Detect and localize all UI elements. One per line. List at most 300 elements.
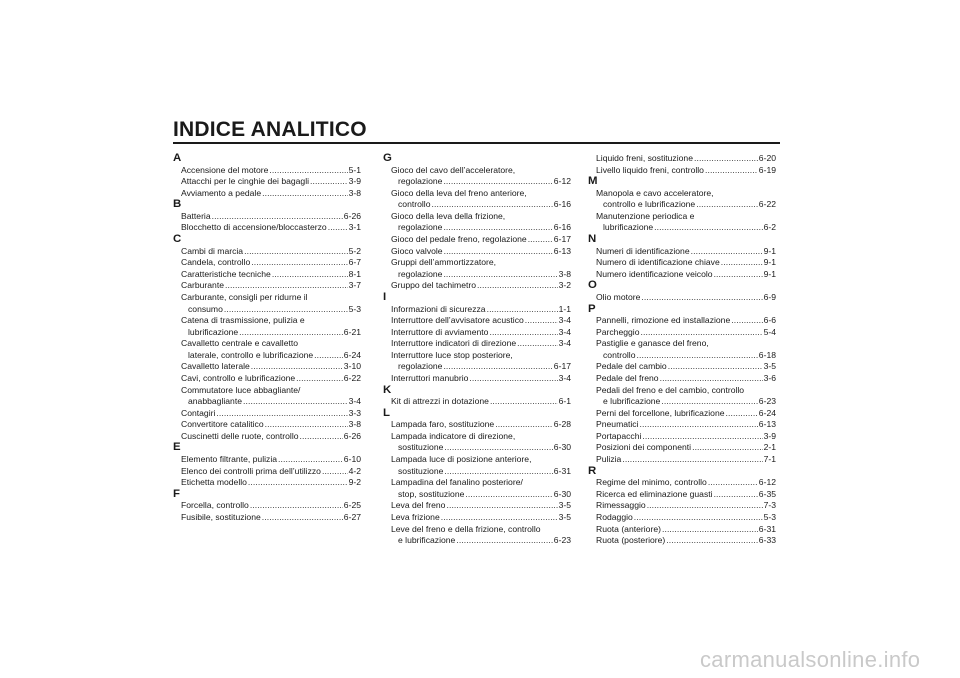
index-entry-text: Interruttore indicatori di direzione <box>391 338 517 349</box>
index-entry <box>383 246 571 258</box>
index-page-number: 3-4 <box>558 338 571 349</box>
index-page-number: 3-5 <box>558 511 571 522</box>
index-entry-text: Numero identificazione veicolo <box>596 268 713 279</box>
index-page-number: 3-9 <box>763 430 776 441</box>
index-entry <box>173 222 361 234</box>
dot-leader <box>216 408 347 420</box>
index-page-number: 6-19 <box>758 164 776 175</box>
index-page-number: 3-8 <box>348 419 361 430</box>
index-page-number: 6-31 <box>758 523 776 534</box>
dot-leader <box>444 246 553 258</box>
index-page-number: 3-1 <box>348 222 361 233</box>
dot-leader <box>431 199 552 211</box>
dot-leader <box>726 408 758 420</box>
index-entry-text: Pedale del freno <box>596 372 659 383</box>
dot-leader <box>444 442 552 454</box>
index-entry <box>383 327 571 339</box>
dot-leader <box>272 269 348 281</box>
index-entry-text: Elemento filtrante, pulizia <box>181 454 278 465</box>
dot-leader <box>721 257 763 269</box>
index-entry-text: Numero di identificazione chiave <box>596 257 720 268</box>
dot-leader <box>269 165 347 177</box>
index-entry <box>383 512 571 524</box>
dot-leader <box>328 222 348 234</box>
dot-leader <box>622 454 762 466</box>
index-entry-text: Rodaggio <box>596 511 633 522</box>
dot-leader <box>265 419 348 431</box>
index-page-number: 3-5 <box>763 361 776 372</box>
dot-leader <box>250 500 343 512</box>
index-entry-text: Contagiri <box>181 407 216 418</box>
index-entry-text: regolazione <box>398 176 443 187</box>
index-page-number: 6-9 <box>763 291 776 302</box>
index-page-number: 6-10 <box>343 454 361 465</box>
title-rule <box>173 142 780 144</box>
index-entry <box>173 338 361 361</box>
index-entry-text: Cambi di marcia <box>181 245 244 256</box>
dot-leader <box>296 373 343 385</box>
index-page-number: 6-21 <box>343 326 361 337</box>
index-letter: B <box>173 198 182 211</box>
index-entry-text: Pneumatici <box>596 419 639 430</box>
index-page-number: 6-23 <box>758 396 776 407</box>
index-entry <box>588 165 776 177</box>
index-entry-text: Pannelli, rimozione ed installazione <box>596 315 731 326</box>
dot-leader <box>691 246 763 258</box>
index-page-number: 3-2 <box>558 280 571 291</box>
index-letter: C <box>173 233 182 246</box>
index-entry-heading: Pedali del freno e del cambio, controllo <box>596 384 745 395</box>
index-entry <box>173 385 361 408</box>
dot-leader <box>694 153 758 165</box>
index-entry-text: Gruppo del tachimetro <box>391 280 477 291</box>
index-entry <box>173 454 361 466</box>
index-page-number: 9-1 <box>763 245 776 256</box>
dot-leader <box>666 535 758 547</box>
index-entry <box>383 315 571 327</box>
index-entry <box>173 466 361 478</box>
index-entry-heading: Lampadina del fanalino posteriore/ <box>391 477 523 488</box>
index-page-number: 6-24 <box>758 407 776 418</box>
index-entry-heading: Lampada luce di posizione anteriore, <box>391 454 532 465</box>
index-entry-text: Avviamento a pedale <box>181 187 262 198</box>
index-entry <box>588 408 776 420</box>
dot-leader <box>636 350 757 362</box>
index-entry-text: Livello liquido freni, controllo <box>596 164 704 175</box>
index-entry-text: laterale, controllo e lubrificazione <box>188 349 314 360</box>
index-entry <box>173 373 361 385</box>
dot-leader <box>244 246 347 258</box>
index-page-number: 6-1 <box>558 396 571 407</box>
index-entry <box>173 246 361 258</box>
index-entry-text: Informazioni di sicurezza <box>391 303 486 314</box>
index-entry <box>383 188 571 211</box>
dot-leader <box>495 419 553 431</box>
index-entry <box>588 385 776 408</box>
index-entry <box>173 500 361 512</box>
index-page-number: 8-1 <box>348 268 361 279</box>
index-page-number: 5-4 <box>763 326 776 337</box>
dot-leader <box>489 327 557 339</box>
index-entry-text: controllo <box>398 199 431 210</box>
index-page-number: 6-22 <box>343 372 361 383</box>
index-page-number: 9-1 <box>763 268 776 279</box>
index-page-number: 3-10 <box>343 361 361 372</box>
dot-leader <box>456 535 552 547</box>
index-entry-text: Caratteristiche tecniche <box>181 268 271 279</box>
index-entry-heading: Commutatore luce abbagliante/ <box>181 384 301 395</box>
index-entry-text: lubrificazione <box>188 326 239 337</box>
dot-leader <box>443 176 552 188</box>
index-entry <box>588 419 776 431</box>
index-entry-heading: Lampada indicatore di direzione, <box>391 430 516 441</box>
index-letter: P <box>588 302 596 315</box>
index-entry-text: regolazione <box>398 361 443 372</box>
index-entry <box>383 396 571 408</box>
index-entry-text: Leva frizione <box>391 511 440 522</box>
index-page-number: 6-30 <box>553 488 571 499</box>
index-letter: M <box>588 175 598 188</box>
index-entry-text: consumo <box>188 303 223 314</box>
index-entry <box>173 269 361 281</box>
dot-leader <box>278 454 343 466</box>
dot-leader <box>634 512 763 524</box>
index-entry <box>588 153 776 165</box>
dot-leader <box>662 524 758 536</box>
index-page-number: 6-6 <box>763 315 776 326</box>
index-entry-text: Ruota (anteriore) <box>596 523 661 534</box>
index-entry <box>383 350 571 373</box>
index-entry-text: e lubrificazione <box>603 396 661 407</box>
index-entry-text: Blocchetto di accensione/bloccasterzo <box>181 222 327 233</box>
dot-leader <box>668 361 763 373</box>
dot-leader <box>469 373 557 385</box>
index-page-number: 6-28 <box>553 419 571 430</box>
index-entry <box>588 292 776 304</box>
index-page-number: 3-9 <box>348 176 361 187</box>
index-entry-text: Kit di attrezzi in dotazione <box>391 396 489 407</box>
dot-leader <box>212 211 343 223</box>
index-page-number: 3-7 <box>348 280 361 291</box>
index-entry <box>173 165 361 177</box>
index-page-number: 6-26 <box>343 210 361 221</box>
index-entry-text: Perni del forcellone, lubrificazione <box>596 407 725 418</box>
index-page-number: 6-16 <box>553 222 571 233</box>
index-page-number: 3-4 <box>558 326 571 337</box>
index-entry <box>173 512 361 524</box>
index-entry-text: Portapacchi <box>596 430 642 441</box>
index-entry-text: Accensione del motore <box>181 164 269 175</box>
index-page-number: 6-25 <box>343 500 361 511</box>
index-entry-heading: Manutenzione periodica e <box>596 210 695 221</box>
index-letter: O <box>588 279 597 292</box>
index-entry <box>173 408 361 420</box>
index-page-number: 6-31 <box>553 465 571 476</box>
index-page-number: 6-23 <box>553 535 571 546</box>
index-entry-text: Regime del minimo, controllo <box>596 477 707 488</box>
index-entry-text: regolazione <box>398 222 443 233</box>
dot-leader <box>525 315 558 327</box>
index-entry <box>383 373 571 385</box>
index-entry-text: Numeri di identificazione <box>596 245 690 256</box>
index-entry <box>383 338 571 350</box>
index-entry-text: Interruttore di avviamento <box>391 326 489 337</box>
index-entry-text: Rimessaggio <box>596 500 646 511</box>
index-entry <box>588 442 776 454</box>
index-entry <box>383 304 571 316</box>
dot-leader <box>528 234 553 246</box>
dot-leader <box>248 477 348 489</box>
dot-leader <box>300 431 343 443</box>
dot-leader <box>714 269 763 281</box>
index-entry <box>383 419 571 431</box>
dot-leader <box>239 327 343 339</box>
index-entry-heading: Gruppi dell’ammortizzatore, <box>391 257 497 268</box>
index-page-number: 6-22 <box>758 199 776 210</box>
index-page-number: 3-4 <box>348 396 361 407</box>
index-entry <box>383 165 571 188</box>
index-entry-heading: Catena di trasmissione, pulizia e <box>181 315 305 326</box>
index-entry <box>383 234 571 246</box>
index-entry-text: Cavalletto laterale <box>181 361 250 372</box>
index-entry <box>173 292 361 315</box>
index-entry <box>173 431 361 443</box>
dot-leader <box>640 419 758 431</box>
dot-leader <box>225 280 348 292</box>
index-entry <box>588 257 776 269</box>
index-page-number: 6-20 <box>758 153 776 163</box>
page-title: INDICE ANALITICO <box>173 118 367 141</box>
index-entry <box>588 477 776 489</box>
index-entry-heading: Gioco della leva del freno anteriore, <box>391 187 527 198</box>
index-page-number: 4-2 <box>348 465 361 476</box>
index-entry-text: Lampada faro, sostituzione <box>391 419 495 430</box>
index-entry-text: Posizioni dei componenti <box>596 442 692 453</box>
dot-leader <box>322 466 348 478</box>
index-entry <box>173 419 361 431</box>
index-entry <box>588 327 776 339</box>
index-page-number: 5-2 <box>348 245 361 256</box>
index-page-number: 5-1 <box>348 164 361 175</box>
dot-leader <box>490 396 558 408</box>
index-page-number: 1-1 <box>558 303 571 314</box>
dot-leader <box>517 338 557 350</box>
dot-leader <box>443 269 557 281</box>
dot-leader <box>487 304 558 316</box>
index-entry <box>588 373 776 385</box>
dot-leader <box>647 500 763 512</box>
index-entry <box>173 477 361 489</box>
index-page-number: 6-13 <box>758 419 776 430</box>
index-page-number: 9-2 <box>348 477 361 488</box>
index-entry <box>173 280 361 292</box>
index-entry-heading: Leve del freno e della frizione, controllo <box>391 523 541 534</box>
index-entry <box>173 176 361 188</box>
index-page-number: 3-3 <box>348 407 361 418</box>
index-entry-text: Forcella, controllo <box>181 500 249 511</box>
index-entry <box>588 489 776 501</box>
index-entry <box>588 431 776 443</box>
dot-leader <box>660 373 763 385</box>
index-entry <box>173 188 361 200</box>
index-entry <box>383 431 571 454</box>
index-page-number: 3-8 <box>348 187 361 198</box>
index-page-number: 5-3 <box>348 303 361 314</box>
index-entry-text: Convertitore catalitico <box>181 419 264 430</box>
index-entry <box>383 500 571 512</box>
dot-leader <box>696 199 758 211</box>
index-entry-text: sostituzione <box>398 442 444 453</box>
index-page-number: 6-24 <box>343 349 361 360</box>
index-page-number: 2-1 <box>763 442 776 453</box>
dot-leader <box>262 188 347 200</box>
index-page-number: 5-3 <box>763 511 776 522</box>
index-entry-text: controllo e lubrificazione <box>603 199 696 210</box>
index-page-number: 3-8 <box>558 268 571 279</box>
dot-leader <box>654 222 762 234</box>
dot-leader <box>441 512 558 524</box>
index-entry-text: regolazione <box>398 268 443 279</box>
index-entry <box>173 361 361 373</box>
index-entry-text: Fusibile, sostituzione <box>181 511 261 522</box>
dot-leader <box>640 327 762 339</box>
dot-leader <box>714 489 758 501</box>
index-letter: I <box>383 290 387 303</box>
index-page-number: 6-27 <box>343 511 361 522</box>
index-entry-text: Etichetta modello <box>181 477 247 488</box>
index-entry-text: Cavi, controllo e lubrificazione <box>181 372 296 383</box>
index-entry-heading: Gioco del cavo dell’acceleratore, <box>391 164 516 175</box>
index-letter: R <box>588 464 597 477</box>
index-entry-text: Elenco dei controlli prima dell’utilizzo <box>181 465 321 476</box>
index-letter: N <box>588 233 597 246</box>
index-entry-text: Gioco del pedale freno, regolazione <box>391 234 527 245</box>
index-entry-text: Olio motore <box>596 291 641 302</box>
index-entry <box>588 246 776 258</box>
index-page-number: 6-35 <box>758 488 776 499</box>
index-page-number: 6-7 <box>348 257 361 268</box>
index-entry <box>383 454 571 477</box>
dot-leader <box>661 396 757 408</box>
index-entry <box>588 512 776 524</box>
index-page-number: 6-26 <box>343 430 361 441</box>
dot-leader <box>224 304 348 316</box>
dot-leader <box>251 361 343 373</box>
index-column-1 <box>173 153 361 524</box>
watermark: carmanualsonline.info <box>700 647 921 672</box>
index-entry-text: Liquido freni, sostituzione <box>596 153 693 163</box>
index-entry-text: Candela, controllo <box>181 257 251 268</box>
index-entry-text: Interruttori manubrio <box>391 372 469 383</box>
index-page-number: 6-33 <box>758 535 776 546</box>
dot-leader <box>477 280 558 292</box>
index-page-number: 3-4 <box>558 315 571 326</box>
index-entry <box>173 257 361 269</box>
dot-leader <box>705 165 758 177</box>
index-entry-text: stop, sostituzione <box>398 488 465 499</box>
dot-leader <box>708 477 758 489</box>
index-entry <box>383 477 571 500</box>
index-entry <box>383 280 571 292</box>
index-entry-heading: Interruttore luce stop posteriore, <box>391 349 513 360</box>
index-page-number: 3-4 <box>558 372 571 383</box>
index-entry <box>588 361 776 373</box>
index-letter: F <box>173 487 180 500</box>
index-page-number: 3-6 <box>763 372 776 383</box>
dot-leader <box>243 396 348 408</box>
index-entry-text: Pedale del cambio <box>596 361 667 372</box>
index-entry-text: Ruota (posteriore) <box>596 535 666 546</box>
index-entry-text: sostituzione <box>398 465 444 476</box>
index-page-number: 6-30 <box>553 442 571 453</box>
index-entry-heading: Manopola e cavo acceleratore, <box>596 187 714 198</box>
index-entry-text: Parcheggio <box>596 326 640 337</box>
index-entry <box>588 211 776 234</box>
index-page-number: 7-3 <box>763 500 776 511</box>
index-entry-text: anabbagliante <box>188 396 243 407</box>
dot-leader <box>443 222 552 234</box>
index-letter: G <box>383 152 392 164</box>
dot-leader <box>443 361 552 373</box>
index-page-number: 9-1 <box>763 257 776 268</box>
dot-leader <box>444 466 552 478</box>
index-entry-heading: Gioco della leva della frizione, <box>391 210 506 221</box>
dot-leader <box>641 292 762 304</box>
index-page-number: 6-18 <box>758 349 776 360</box>
dot-leader <box>731 315 762 327</box>
index-page-number: 6-12 <box>758 477 776 488</box>
index-page-number: 6-12 <box>553 176 571 187</box>
index-page-number: 6-17 <box>553 234 571 245</box>
index-entry <box>588 500 776 512</box>
index-page-number: 6-2 <box>763 222 776 233</box>
index-page-number: 3-5 <box>558 500 571 511</box>
index-entry <box>383 257 571 280</box>
dot-leader <box>314 350 343 362</box>
index-letter: A <box>173 152 182 164</box>
index-entry-heading: Cavalletto centrale e cavalletto <box>181 338 299 349</box>
dot-leader <box>310 176 348 188</box>
index-column-2 <box>383 153 571 547</box>
index-page-number: 6-13 <box>553 245 571 256</box>
dot-leader <box>446 500 557 512</box>
index-letter: K <box>383 383 392 396</box>
index-letter: E <box>173 441 181 454</box>
dot-leader <box>642 431 762 443</box>
index-page-number: 6-16 <box>553 199 571 210</box>
index-entry-text: Interruttore dell’avvisatore acustico <box>391 315 524 326</box>
index-entry <box>173 315 361 338</box>
index-entry <box>588 454 776 466</box>
dot-leader <box>465 489 552 501</box>
index-entry-heading: Pastiglie e ganasce del freno, <box>596 338 709 349</box>
index-page-number: 7-1 <box>763 454 776 465</box>
index-entry <box>383 524 571 547</box>
index-column-3 <box>588 153 776 547</box>
index-entry <box>588 338 776 361</box>
index-entry-text: Ricerca ed eliminazione guasti <box>596 488 713 499</box>
index-entry-text: Carburante <box>181 280 224 291</box>
index-entry <box>588 269 776 281</box>
index-page-number: 6-17 <box>553 361 571 372</box>
index-entry-text: lubrificazione <box>603 222 654 233</box>
index-entry-text: Batteria <box>181 210 211 221</box>
index-entry <box>588 315 776 327</box>
dot-leader <box>692 442 763 454</box>
index-entry-text: Pulizia <box>596 454 622 465</box>
dot-leader <box>251 257 347 269</box>
index-entry <box>383 211 571 234</box>
